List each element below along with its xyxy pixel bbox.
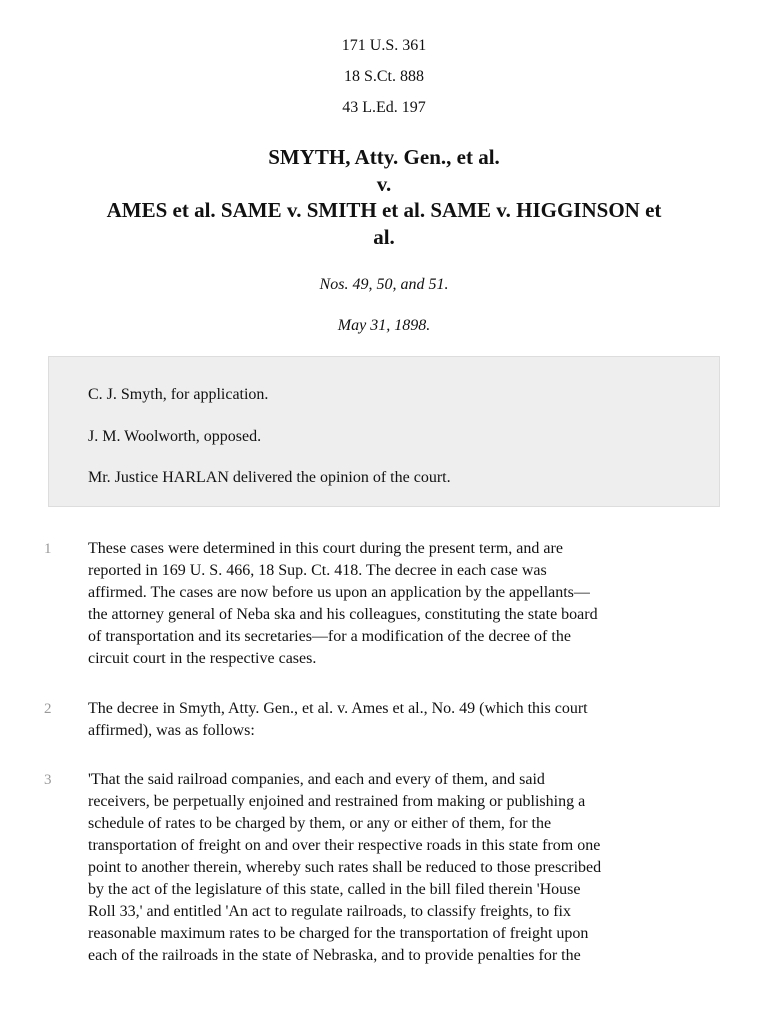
paragraph-number: 1 [44, 541, 52, 557]
citation-led: 43 L.Ed. 197 [342, 99, 426, 116]
paragraph-line: affirmed), was as follows: [88, 722, 255, 739]
paragraph-line: Roll 33,' and entitled 'An act to regulate railroads, to classify freights, to fix [88, 903, 571, 920]
paragraph-line: by the act of the legislature of this state, called in the bill filed therein 'House [88, 881, 581, 898]
paragraph-text [88, 769, 738, 967]
paragraph-line: circuit court in the respective cases. [88, 650, 317, 667]
title-line: v. [376, 171, 392, 196]
counsel-line: C. J. Smyth, for application. [88, 386, 269, 403]
opinion-author-line: Mr. Justice HARLAN delivered the opinion of the court. [88, 469, 451, 486]
paragraph-line: These cases were determined in this court during the present term, and are [88, 540, 563, 557]
counsel-line: J. M. Woolworth, opposed. [88, 428, 262, 445]
paragraph-line: reasonable maximum rates to be charged for the transportation of freight upon [88, 925, 589, 942]
paragraph-line: transportation of freight on and over their respective roads in this state from one [88, 837, 601, 854]
paragraph-number: 3 [44, 772, 52, 788]
decision-date: May 31, 1898. [337, 317, 431, 334]
paragraph-line: affirmed. The cases are now before us upon an application by the appellants— [88, 584, 590, 601]
paragraph-line: reported in 169 U. S. 466, 18 Sup. Ct. 418. The decree in each case was [88, 562, 547, 579]
paragraph-line: point to another therein, whereby such rates shall be reduced to those prescribed [88, 859, 602, 876]
title-line: al. [373, 224, 395, 249]
paragraph-line: The decree in Smyth, Atty. Gen., et al. v. Ames et al., No. 49 (which this court [88, 700, 588, 717]
title-line: SMYTH, Atty. Gen., et al. [268, 145, 500, 169]
paragraph-number: 2 [44, 701, 52, 717]
citation-us: 171 U.S. 361 [341, 37, 427, 54]
counsel-box [48, 356, 720, 507]
case-title [40, 144, 728, 250]
paragraph-line: of transportation and its secretaries—for a modification of the decree of the [88, 628, 571, 645]
paragraph-line: 'That the said railroad companies, and each and every of them, and said [88, 771, 545, 788]
paragraph-line: the attorney general of Neba ska and his colleagues, constituting the state board [88, 606, 598, 623]
citations [0, 34, 768, 127]
paragraph-line: schedule of rates to be charged by them, or any or either of them, for the [88, 815, 552, 832]
citation-sct: 18 S.Ct. 888 [343, 68, 424, 85]
docket-numbers: Nos. 49, 50, and 51. [319, 276, 449, 293]
paragraph-text [88, 538, 738, 670]
title-line: AMES et al. SAME v. SMITH et al. SAME v. HIGGINSON et [106, 198, 662, 222]
paragraph-line: each of the railroads in the state of Nebraska, and to provide penalties for the [88, 947, 581, 964]
paragraph-text [88, 698, 738, 742]
paragraph-line: receivers, be perpetually enjoined and restrained from making or publishing a [88, 793, 586, 810]
